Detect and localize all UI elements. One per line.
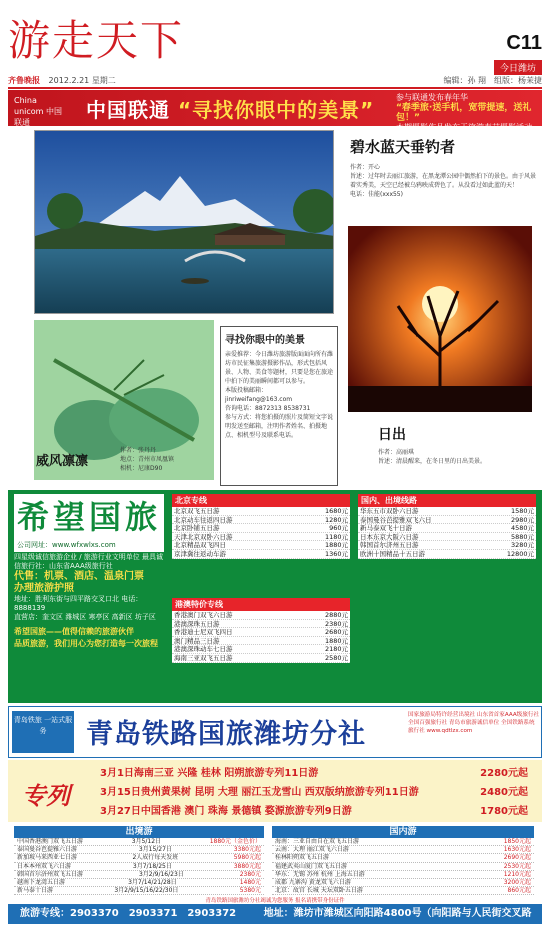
unicom-banner xyxy=(8,90,542,132)
route-name: 日本东京大阪六日游 xyxy=(360,532,419,541)
domestic-row xyxy=(272,838,534,846)
outbound-title: 出境游 xyxy=(14,826,264,838)
main-article-caption: 旨述：过年时去丽江旅游，在黑龙潭公园中偶然拍下的景色。由于风景着实秀美，天空已经被乌鸦映成碧色了。从没看过如此蓝的天！ xyxy=(350,173,537,189)
special-line-price: 2280元起 xyxy=(480,768,528,779)
route-name: 新马泰双飞十日游 xyxy=(360,524,412,533)
route-name: 天津北京双卧六日游 xyxy=(174,532,233,541)
hope-route-row xyxy=(358,541,536,550)
hope-url: 公司网址：www.wfxwlxs.com xyxy=(14,540,164,552)
route-price: 2690元起 xyxy=(503,854,531,862)
route-name: 华东五市双卧六日游 xyxy=(360,507,419,515)
footer-phones: 旅游专线：2903370 2903371 2903372 xyxy=(20,908,237,919)
sunrise-caption: 旨述：清晨醒来，在冬日里的日出美景。 xyxy=(378,458,487,465)
hope-route-row xyxy=(358,516,536,525)
unicom-promo-2: “春季旅·送手机，宽带提速，送礼包！” xyxy=(396,103,532,123)
hope-route-row xyxy=(172,507,350,516)
hope-route-row xyxy=(172,516,350,525)
route-name: 日本本州双飞六日游 xyxy=(17,862,72,870)
route-name: 新马泰十日游 xyxy=(17,887,54,895)
date: 2012.2.21 xyxy=(48,76,90,85)
unicom-promo-3: 本期摄影作品发布于旅游春节摄影活动 xyxy=(396,123,532,132)
unicom-headline-b: “寻找你眼中的美景” xyxy=(177,98,375,122)
hope-logo: 希望国旅 xyxy=(14,494,164,540)
hope-route-row xyxy=(358,533,536,542)
outbound-row xyxy=(14,863,264,871)
route-price: 5980元起 xyxy=(233,854,261,862)
footer-bar xyxy=(8,904,542,939)
route-name: 北京动车往返四日游 xyxy=(174,515,233,524)
route-dates: 3月2/9/16/23日 xyxy=(138,870,184,878)
editors: 编辑：孙 翔 组版：杨茉捷 xyxy=(443,76,542,85)
hope-tagline: 四星级诚信旅游企业 / 旅游行业文明单位 最具诚信旅行社：山东省AAA级旅行社 xyxy=(14,553,164,570)
route-dates: 2人成行每天发班 xyxy=(132,854,179,862)
domestic-row xyxy=(272,846,534,854)
route-price: 2580元 xyxy=(324,653,348,662)
domestic-row xyxy=(272,887,534,895)
route-name: 北京精品双飞四日 xyxy=(174,541,226,550)
hope-branches: 直营店：奎文区 潍城区 寒亭区 高新区 坊子区 xyxy=(14,613,156,621)
outbound-row xyxy=(14,871,264,879)
route-name: 中国香港澳门双飞五日游 xyxy=(17,838,84,845)
route-price: 1280元 xyxy=(324,515,348,524)
hope-route-row xyxy=(172,628,350,637)
route-name: 桂林阳朔双飞五日游 xyxy=(275,854,330,862)
hope-column-title: 国内、出境线路 xyxy=(358,494,536,507)
sunrise-photo xyxy=(348,226,532,412)
hope-bottom-2: 品质旅游，我们用心为您打造每一次旅程 xyxy=(14,639,158,648)
route-price: 4580元 xyxy=(510,524,534,533)
route-name: 北京：故宫 长城 天坛双卧五日游 xyxy=(275,887,363,895)
route-name: 京津冀往返动车游 xyxy=(174,549,226,558)
intro-title: 寻找你眼中的美景 xyxy=(225,335,305,346)
route-dates: 3月7/14/21/28日 xyxy=(128,878,177,886)
unicom-logo: China unicom 中国联通 xyxy=(14,96,62,127)
special-line-text: 3月1日海南三亚 兴隆 桂林 阳朔旅游专列11日游 xyxy=(100,768,319,779)
route-price: 2530元起 xyxy=(503,862,531,870)
route-price: 1180元 xyxy=(324,532,348,541)
hope-route-row xyxy=(358,550,536,559)
special-line xyxy=(100,764,540,779)
special-line-price: 1780元起 xyxy=(480,806,528,817)
main-article-title: 碧水蓝天垂钓者 xyxy=(350,138,456,156)
route-name: 海南三亚双飞五日游 xyxy=(174,653,233,662)
mantis-meta xyxy=(120,446,216,473)
route-price: 2380元 xyxy=(324,619,348,628)
hope-route-row xyxy=(172,645,350,654)
hope-route-row xyxy=(172,550,350,559)
route-name: 泰国曼谷芭提雅双飞六日 xyxy=(360,515,432,524)
hope-column-title: 北京专线 xyxy=(172,494,350,507)
intro-body: 亲爱推荐：今日潍坊旅游版面面向所有潍坊市民征集旅游摄影作品，形式包括风景、人物、美食等题材，只要是您在旅途中拍下的美丽瞬间都可以参与。 xyxy=(225,351,334,385)
outbound-row xyxy=(14,846,264,854)
special-tag: 专列 xyxy=(22,781,70,810)
hope-address: 地址：胜利东街与四平路交叉口北 电话：8888139 xyxy=(14,595,143,612)
route-name: 越南下龙湾五日游 xyxy=(17,878,66,886)
lake-photo xyxy=(34,130,334,314)
hope-route-row xyxy=(172,524,350,533)
route-price: 1360元 xyxy=(324,549,348,558)
hope-route-row xyxy=(172,654,350,663)
hope-route-row xyxy=(172,637,350,646)
route-name: 韩国首尔济州双飞五日游 xyxy=(17,870,84,878)
route-dates: 3月15/27日 xyxy=(138,846,172,854)
route-price: 1210元起 xyxy=(503,870,531,878)
mantis-location: 地点：青州市凤凰镇 xyxy=(120,456,175,463)
footer-note: 青岛铁路国旅潍坊分社竭诚为您服务 报名请携带身份证件 xyxy=(205,898,345,904)
route-price: 3380元起 xyxy=(233,846,261,854)
sunrise-article xyxy=(378,424,538,466)
weekday: 星期二 xyxy=(91,76,116,85)
intro-tail: 参与方式：将您拍摄的照片及简短文字说明发送至邮箱，注明作者姓名、拍摄地点、相机型号及联系电话。 xyxy=(225,414,334,439)
domestic-row xyxy=(272,879,534,887)
route-price: 1630元起 xyxy=(503,846,531,854)
hope-route-row xyxy=(358,507,536,516)
hope-route-row xyxy=(172,611,350,620)
outbound-table xyxy=(14,826,264,896)
route-price: 860元起 xyxy=(507,887,531,895)
mantis-title: 威风凛凛 xyxy=(36,454,89,469)
hope-route-column xyxy=(172,598,350,663)
dateline xyxy=(8,75,542,89)
sunrise-title: 日出 xyxy=(378,427,406,443)
hope-info xyxy=(14,553,164,650)
hope-route-row xyxy=(172,620,350,629)
intro-box xyxy=(220,326,338,486)
hope-agency-1: 代售：机票、酒店、温泉门票 xyxy=(14,571,144,582)
route-dates: 3月2/9/15/16/22/30日 xyxy=(114,887,179,895)
outbound-row xyxy=(14,887,264,895)
route-price: 1880元 xyxy=(324,541,348,550)
main-article xyxy=(350,136,536,199)
hope-route-column xyxy=(172,494,350,559)
domestic-title: 国内游 xyxy=(272,826,534,838)
special-line-price: 2480元起 xyxy=(480,787,528,798)
route-price: 3880元起 xyxy=(233,862,261,870)
route-price: 1680元 xyxy=(324,507,348,515)
domestic-table xyxy=(272,826,534,896)
route-price: 1850元起 xyxy=(503,838,531,845)
special-line-text: 3月27日中国香港 澳门 珠海 景德镇 婺源旅游专列9日游 xyxy=(100,806,352,817)
main-article-author: 作者：开心 xyxy=(350,164,381,171)
route-name: 海南：三亚自由自在双飞五日游 xyxy=(275,838,360,845)
route-price: 1480元 xyxy=(239,878,261,886)
special-line xyxy=(100,802,540,817)
hope-route-row xyxy=(172,533,350,542)
hope-route-row xyxy=(172,541,350,550)
route-price: 1880元（金色价） xyxy=(209,838,261,845)
route-price: 2180元 xyxy=(324,645,348,654)
sunrise-author: 作者：高丽琪 xyxy=(378,449,415,456)
route-price: 2380元 xyxy=(239,870,261,878)
route-price: 2680元 xyxy=(324,628,348,637)
unicom-promo-1: 参与联通发布春年华 xyxy=(396,93,468,102)
route-name: 香港澳门双飞六日游 xyxy=(174,611,233,619)
route-name: 韩国首尔济州五日游 xyxy=(360,541,419,550)
route-price: 3280元 xyxy=(510,541,534,550)
route-name: 欧洲十国精品十五日游 xyxy=(360,549,425,558)
rail-title: 青岛铁路国旅潍坊分社 xyxy=(86,719,366,750)
route-name: 华东：无锡 苏州 杭州 上海五日游 xyxy=(275,870,365,878)
domestic-row xyxy=(272,871,534,879)
route-price: 1580元 xyxy=(510,507,534,515)
hope-column-title: 港澳特价专线 xyxy=(172,598,350,611)
unicom-promo xyxy=(396,93,536,133)
route-price: 2980元 xyxy=(510,515,534,524)
route-name: 福建武夷山厦门双飞五日游 xyxy=(275,862,348,870)
route-price: 12800元 xyxy=(506,549,534,558)
route-price: 3200元起 xyxy=(503,878,531,886)
route-name: 泰国曼谷芭提雅六日游 xyxy=(17,846,78,854)
route-price: 2880元 xyxy=(324,611,348,619)
route-dates: 3月7/18/25日 xyxy=(132,862,172,870)
mantis-camera: 相机：尼康D90 xyxy=(120,465,163,472)
hope-agency-2: 办理旅游护照 xyxy=(14,583,74,594)
rail-logo: 青岛铁旅 一站式服务 xyxy=(12,711,74,753)
footer-address: 地址：潍坊市潍城区向阳路4800号（向阳路与人民街交叉路口） xyxy=(20,908,532,939)
special-line xyxy=(100,783,540,798)
main-article-phone: 电话：佳能(xxx55) xyxy=(350,191,403,198)
special-line-text: 3月15日贵州黄果树 昆明 大理 丽江玉龙雪山 西双版纳旅游专列11日游 xyxy=(100,787,419,798)
route-name: 云南：大理 丽江双飞六日游 xyxy=(275,846,349,854)
rail-contact: 国家旅游局特许经营出境社 山东省首家AAA级旅行社 全国百强旅行社 青岛市旅游诚信单位 全国铁路系统旅行社 www.qdtlzx.com xyxy=(408,712,540,734)
hope-route-row xyxy=(358,524,536,533)
unicom-headline-a: 中国联通 xyxy=(86,98,170,122)
route-name: 北京卧铺五日游 xyxy=(174,524,220,533)
route-dates: 3月5/12日 xyxy=(131,838,162,845)
route-name: 新加坡马来西亚七日游 xyxy=(17,854,78,862)
outbound-row xyxy=(14,854,264,862)
domestic-row xyxy=(272,854,534,862)
route-price: 5380元 xyxy=(239,887,261,895)
route-name: 港澳深珠五日游 xyxy=(174,619,220,628)
intro-email: 本版投稿邮箱：jinriweifang@163.com xyxy=(225,387,293,403)
route-name: 港澳深珠动车七日游 xyxy=(174,645,233,654)
page-masthead: 游走天下 xyxy=(8,16,185,65)
route-price: 1880元 xyxy=(324,636,348,645)
route-name: 成都 九寨沟 黄龙双飞六日游 xyxy=(275,878,351,886)
hope-bottom-1: 希望国旅——值得信赖的旅游伙伴 xyxy=(14,627,134,636)
domestic-row xyxy=(272,863,534,871)
unicom-headline xyxy=(86,94,374,123)
outbound-row xyxy=(14,838,264,846)
special-trains xyxy=(8,760,542,822)
route-name: 北京双飞五日游 xyxy=(174,507,220,515)
section-badge: 今日潍坊 xyxy=(494,60,542,75)
route-price: 960元 xyxy=(329,524,348,533)
paper-name: 齐鲁晚报 xyxy=(8,76,40,85)
route-name: 香港迪士尼双飞四日 xyxy=(174,628,233,637)
route-price: 5880元 xyxy=(510,532,534,541)
hope-route-column xyxy=(358,494,536,559)
mantis-author: 作者：张丹丹 xyxy=(120,447,157,454)
route-name: 澳门精品三日游 xyxy=(174,636,220,645)
page-code: C11 xyxy=(506,32,542,54)
intro-tel: 咨询电话：8872313 8538731 xyxy=(225,405,311,412)
outbound-row xyxy=(14,879,264,887)
